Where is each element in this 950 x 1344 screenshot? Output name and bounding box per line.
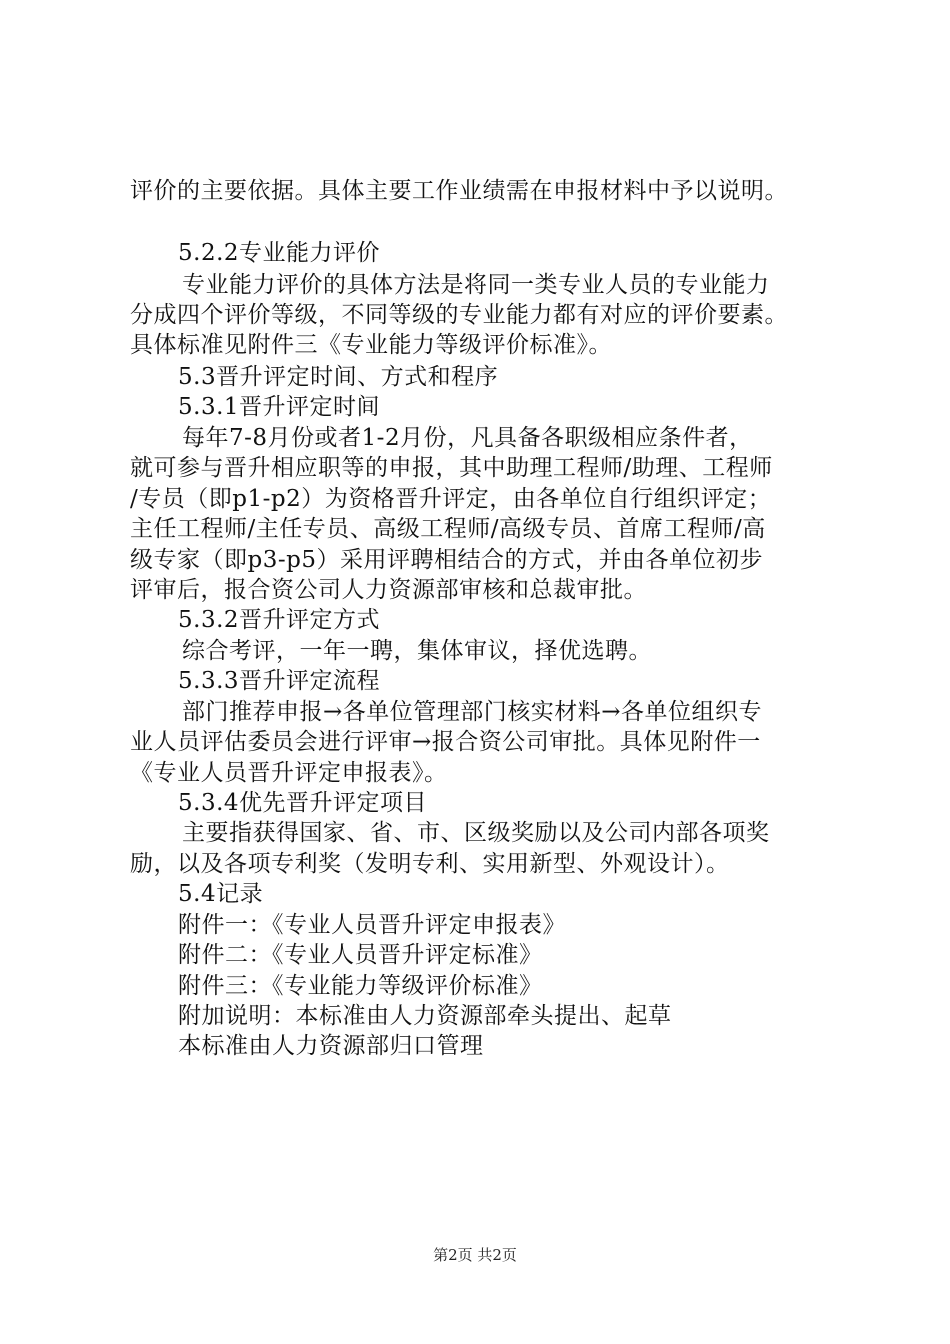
paragraph-line: 综合考评，一年一聘，集体审议，择优选聘。 [182, 638, 652, 664]
paragraph-line: 主任工程师/主任专员、高级工程师/高级专员、首席工程师/高 [130, 516, 766, 542]
paragraph-line: 就可参与晋升相应职等的申报，其中助理工程师/助理、工程师 [130, 455, 773, 481]
attachment-line: 附件三：《专业能力等级评价标准》 [178, 973, 543, 999]
section-heading: 5.3.1晋升评定时间 [178, 394, 381, 420]
section-heading: 5.3.4优先晋升评定项目 [178, 790, 428, 816]
paragraph-line: 具体标准见附件三《专业能力等级评价标准》。 [130, 332, 612, 358]
paragraph-line: 评价的主要依据。具体主要工作业绩需在申报材料中予以说明。 [130, 178, 788, 204]
paragraph-line: 分成四个评价等级，不同等级的专业能力都有对应的评价要素。 [130, 302, 788, 328]
paragraph-line: 主要指获得国家、省、市、区级奖励以及公司内部各项奖 [182, 820, 770, 846]
section-heading: 5.2.2专业能力评价 [178, 240, 381, 266]
paragraph-line: 部门推荐申报→各单位管理部门核实材料→各单位组织专 [182, 699, 763, 725]
paragraph-line: 级专家（即p3-p5）采用评聘相结合的方式，并由各单位初步 [130, 547, 763, 573]
paragraph-line: 《专业人员晋升评定申报表》。 [130, 760, 448, 786]
section-heading: 5.3.2晋升评定方式 [178, 607, 381, 633]
attachment-line: 附件二：《专业人员晋升评定标准》 [178, 942, 543, 968]
paragraph-line: 专业能力评价的具体方法是将同一类专业人员的专业能力 [182, 272, 770, 298]
section-heading: 5.4记录 [178, 881, 264, 907]
paragraph-line: 业人员评估委员会进行评审→报合资公司审批。具体见附件一 [130, 729, 761, 755]
note-line: 附加说明：本标准由人力资源部牵头提出、起草 [178, 1003, 672, 1029]
section-heading: 5.3.3晋升评定流程 [178, 668, 381, 694]
paragraph-line: 励，以及各项专利奖（发明专利、实用新型、外观设计）。 [130, 851, 730, 877]
section-heading: 5.3晋升评定时间、方式和程序 [178, 364, 499, 390]
paragraph-line: 每年7-8月份或者1-2月份，凡具备各职级相应条件者， [182, 425, 753, 451]
paragraph-line: 评审后，报合资公司人力资源部审核和总裁审批。 [130, 577, 647, 603]
page-footer: 第2页 共2页 [433, 1246, 517, 1264]
note-line: 本标准由人力资源部归口管理 [178, 1033, 484, 1059]
attachment-line: 附件一：《专业人员晋升评定申报表》 [178, 912, 566, 938]
paragraph-line: /专员（即p1-p2）为资格晋升评定，由各单位自行组织评定； [130, 486, 772, 512]
